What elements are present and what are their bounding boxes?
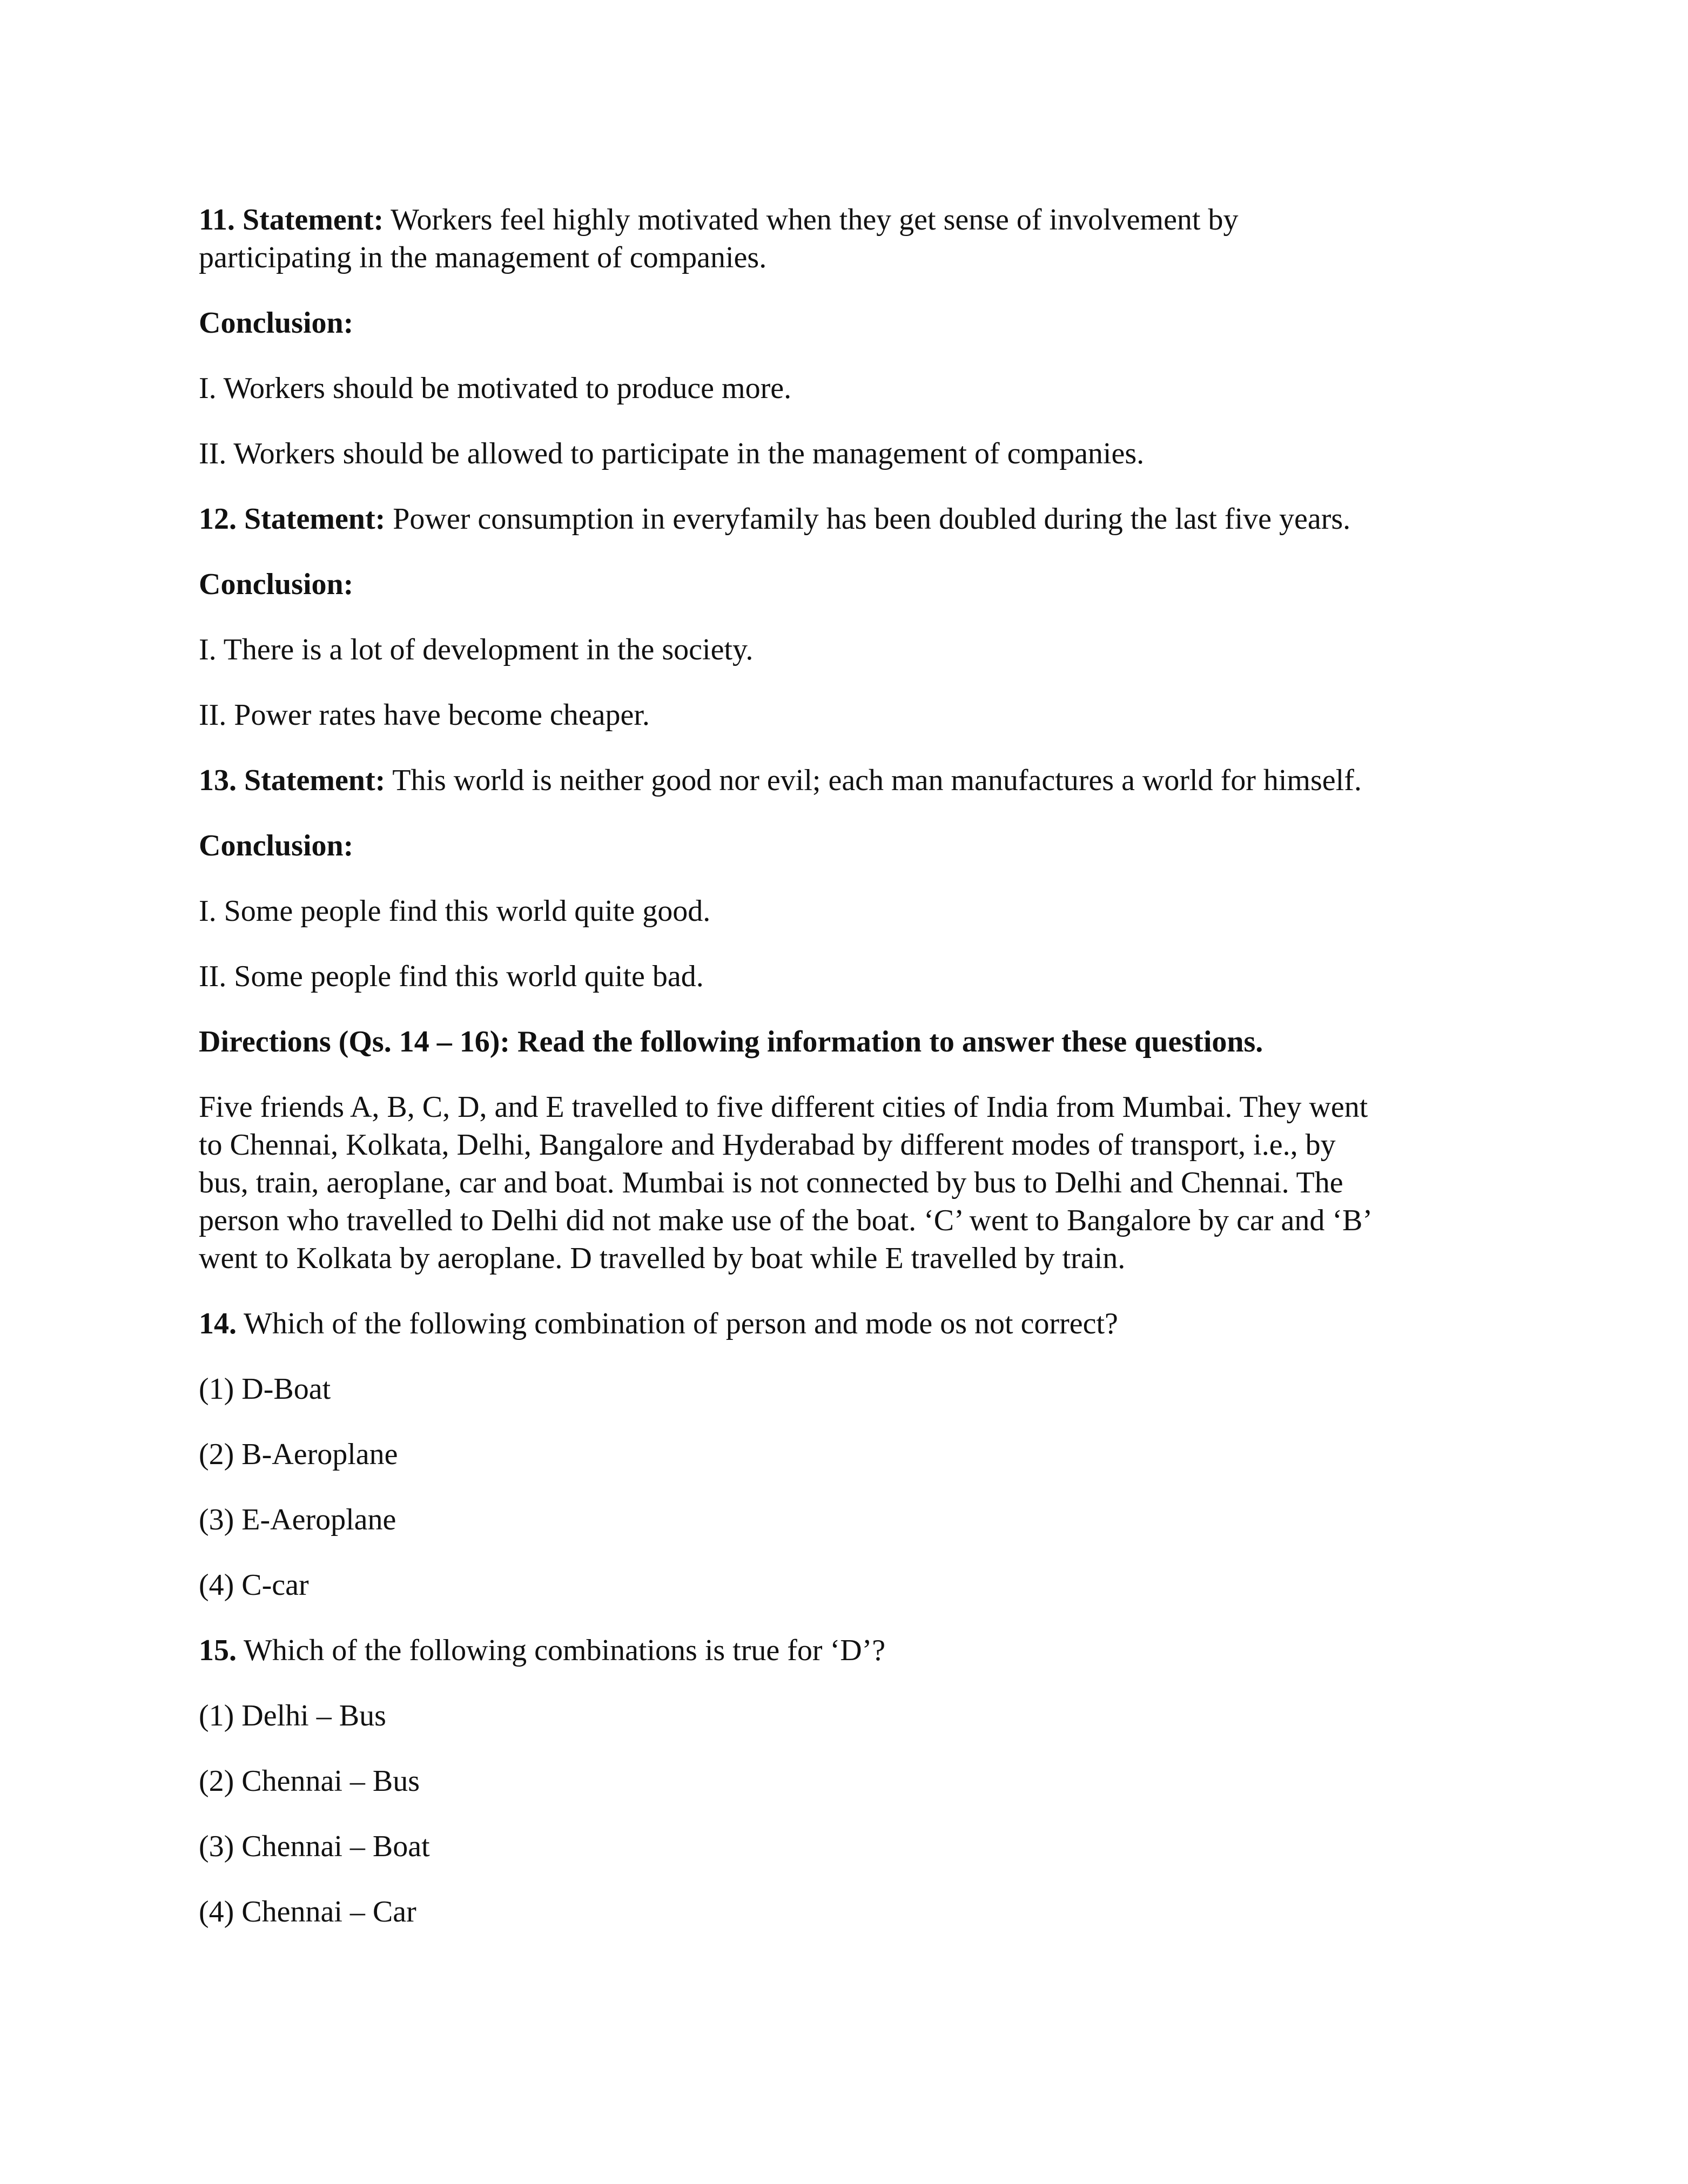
q11-conclusion-2: II. Workers should be allowed to participate in the management of companies. — [199, 437, 1145, 470]
q14-text: Which of the following combination of person and mode os not correct? — [244, 1307, 1118, 1340]
q13-conclusion-label: Conclusion: — [199, 829, 354, 862]
q15-option-4: (4) Chennai – Car — [199, 1895, 416, 1929]
q15-question — [199, 1632, 1495, 1669]
q15-option-1: (1) Delhi – Bus — [199, 1699, 386, 1733]
directions-line-4: person who travelled to Delhi did not make use of the boat. ‘C’ went to Bangalore by car and ‘B’ — [199, 1204, 1373, 1237]
q13-conclusion-1: I. Some people find this world quite good. — [199, 894, 711, 928]
q15-option-2: (2) Chennai – Bus — [199, 1764, 420, 1798]
q14-question — [199, 1305, 1495, 1343]
q14-option-3: (3) E-Aeroplane — [199, 1503, 396, 1536]
q12-number: 12. — [199, 502, 237, 536]
q11-statement-label: Statement: — [242, 203, 384, 237]
q14-option-2: (2) B-Aeroplane — [199, 1438, 398, 1471]
q11-number: 11. — [199, 203, 235, 237]
q15-number: 15. — [199, 1634, 237, 1667]
directions-line-3: bus, train, aeroplane, car and boat. Mumbai is not connected by bus to Delhi and Chennai. The — [199, 1166, 1343, 1199]
q12-statement-label: Statement: — [244, 502, 386, 536]
directions-passage — [199, 1088, 1495, 1277]
q12-statement-text: Power consumption in everyfamily has been doubled during the last five years. — [393, 502, 1351, 536]
q11-statement-line1: Workers feel highly motivated when they get sense of involvement by — [391, 203, 1239, 237]
q12-conclusion-2: II. Power rates have become cheaper. — [199, 698, 650, 732]
q15-option-3: (3) Chennai – Boat — [199, 1830, 430, 1863]
q14-option-1: (1) D-Boat — [199, 1372, 331, 1406]
q12-statement — [199, 500, 1495, 538]
q11-statement — [199, 201, 1495, 277]
document-page — [199, 201, 1495, 1958]
q13-conclusion-2: II. Some people find this world quite bad. — [199, 960, 704, 993]
q15-text: Which of the following combinations is true for ‘D’? — [244, 1634, 886, 1667]
q14-option-4: (4) C-car — [199, 1568, 309, 1602]
q13-statement — [199, 761, 1495, 799]
directions-line-2: to Chennai, Kolkata, Delhi, Bangalore and Hyderabad by different modes of transport, i.e., by — [199, 1128, 1336, 1162]
q13-statement-text: This world is neither good nor evil; each man manufactures a world for himself. — [392, 764, 1362, 797]
directions-heading: Directions (Qs. 14 – 16): Read the following information to answer these questions. — [199, 1025, 1263, 1059]
q14-number: 14. — [199, 1307, 237, 1340]
q12-conclusion-1: I. There is a lot of development in the society. — [199, 633, 754, 666]
q11-conclusion-1: I. Workers should be motivated to produce more. — [199, 372, 792, 405]
directions-line-1: Five friends A, B, C, D, and E travelled to five different cities of India from Mumbai. They went — [199, 1090, 1368, 1124]
q12-conclusion-label: Conclusion: — [199, 568, 354, 601]
q11-conclusion-label: Conclusion: — [199, 306, 354, 340]
q11-statement-line2: participating in the management of companies. — [199, 241, 767, 274]
q13-number: 13. — [199, 764, 237, 797]
directions-line-5: went to Kolkata by aeroplane. D travelled by boat while E travelled by train. — [199, 1242, 1126, 1275]
q13-statement-label: Statement: — [244, 764, 386, 797]
